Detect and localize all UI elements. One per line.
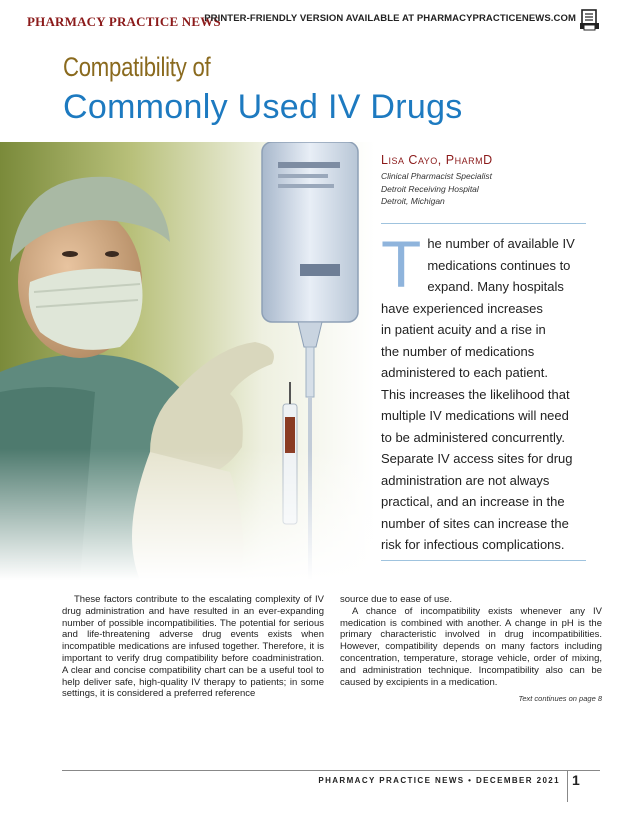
lede-line: This increases the likelihood that [381,386,570,402]
lede-line: medications continues to [427,257,571,273]
lede-line: administered to each patient. [381,365,548,380]
footer-rule [62,770,600,771]
lede-line: practical, and an increase in the [381,494,565,509]
footer-publication: PHARMACY PRACTICE NEWS • DECEMBER 2021 [318,776,560,785]
body-paragraph: A chance of incompatibility exists whenever any IV medication is combined with another. A change in pH is the primary characteristic involved in drug incompatibilities. However, compatibility depends on many factors including concentration, temperature, storage vehicle, order of mixing, and administration technique. Incompatibility also can be caused by excipients in a medication. [340,605,602,688]
lede-line: to be administered concurrently. [381,429,566,445]
lede-line: risk for infectious complications. [381,537,565,552]
lede-line: Separate IV access sites for drug [381,451,573,466]
drop-cap: T [381,227,422,301]
lede-line: multiple IV medications will need [381,408,569,423]
author-location: Detroit, Michigan [381,196,445,206]
printer-friendly-note: PRINTER-FRIENDLY VERSION AVAILABLE AT PHARMACYPRACTICENEWS.COM [204,13,576,24]
page-number: 1 [572,772,580,788]
author-institution: Detroit Receiving Hospital [381,183,479,194]
byline [381,153,621,208]
lede-line: in patient acuity and a rise in [381,322,546,337]
masthead-logo: PHARMACY PRACTICE NEWS [27,14,221,29]
printer-document-icon[interactable] [580,9,600,31]
footer-divider [567,770,568,802]
lede-line: administration are not always [381,472,550,488]
article-title: Commonly Used IV Drugs [63,88,463,126]
lede-line: expand. Many hospitals [427,279,564,294]
lede-line: he number of available IV [427,236,575,251]
continued-note: Text continues on page 8 [518,694,602,704]
lede-bottom-rule [381,560,586,561]
lede-top-rule [381,223,586,224]
body-paragraph: These factors contribute to the escalating complexity of IV drug administration and have resulted in an ever-expanding number of possible incompatibilities. The potential for serious and life-threatening adverse drug events exists when incompatible medications are infused together. Therefore, it is important to verify drug compatibility before coadministration. A clear and concise compatibility chart can be a useful tool to help deliver safe, high-quality IV therapy to patients; in some settings, it is considered a preferred reference [62,594,324,700]
lede-line: number of sites can increase the [381,515,569,531]
body-paragraph-continuation: source due to ease of use. [340,594,452,605]
author-title: Clinical Pharmacist Specialist [381,171,493,181]
article-kicker: Compatibility of [63,52,211,82]
lede-line: the number of medications [381,343,535,359]
photo-nurse-with-iv-bag [0,142,375,580]
lede-line: have experienced increases [381,300,543,316]
body-column-left [62,594,324,700]
body-column-right [340,594,602,705]
author-name: Lisa Cayo, PharmD [381,153,493,167]
lede-paragraph [381,227,591,556]
